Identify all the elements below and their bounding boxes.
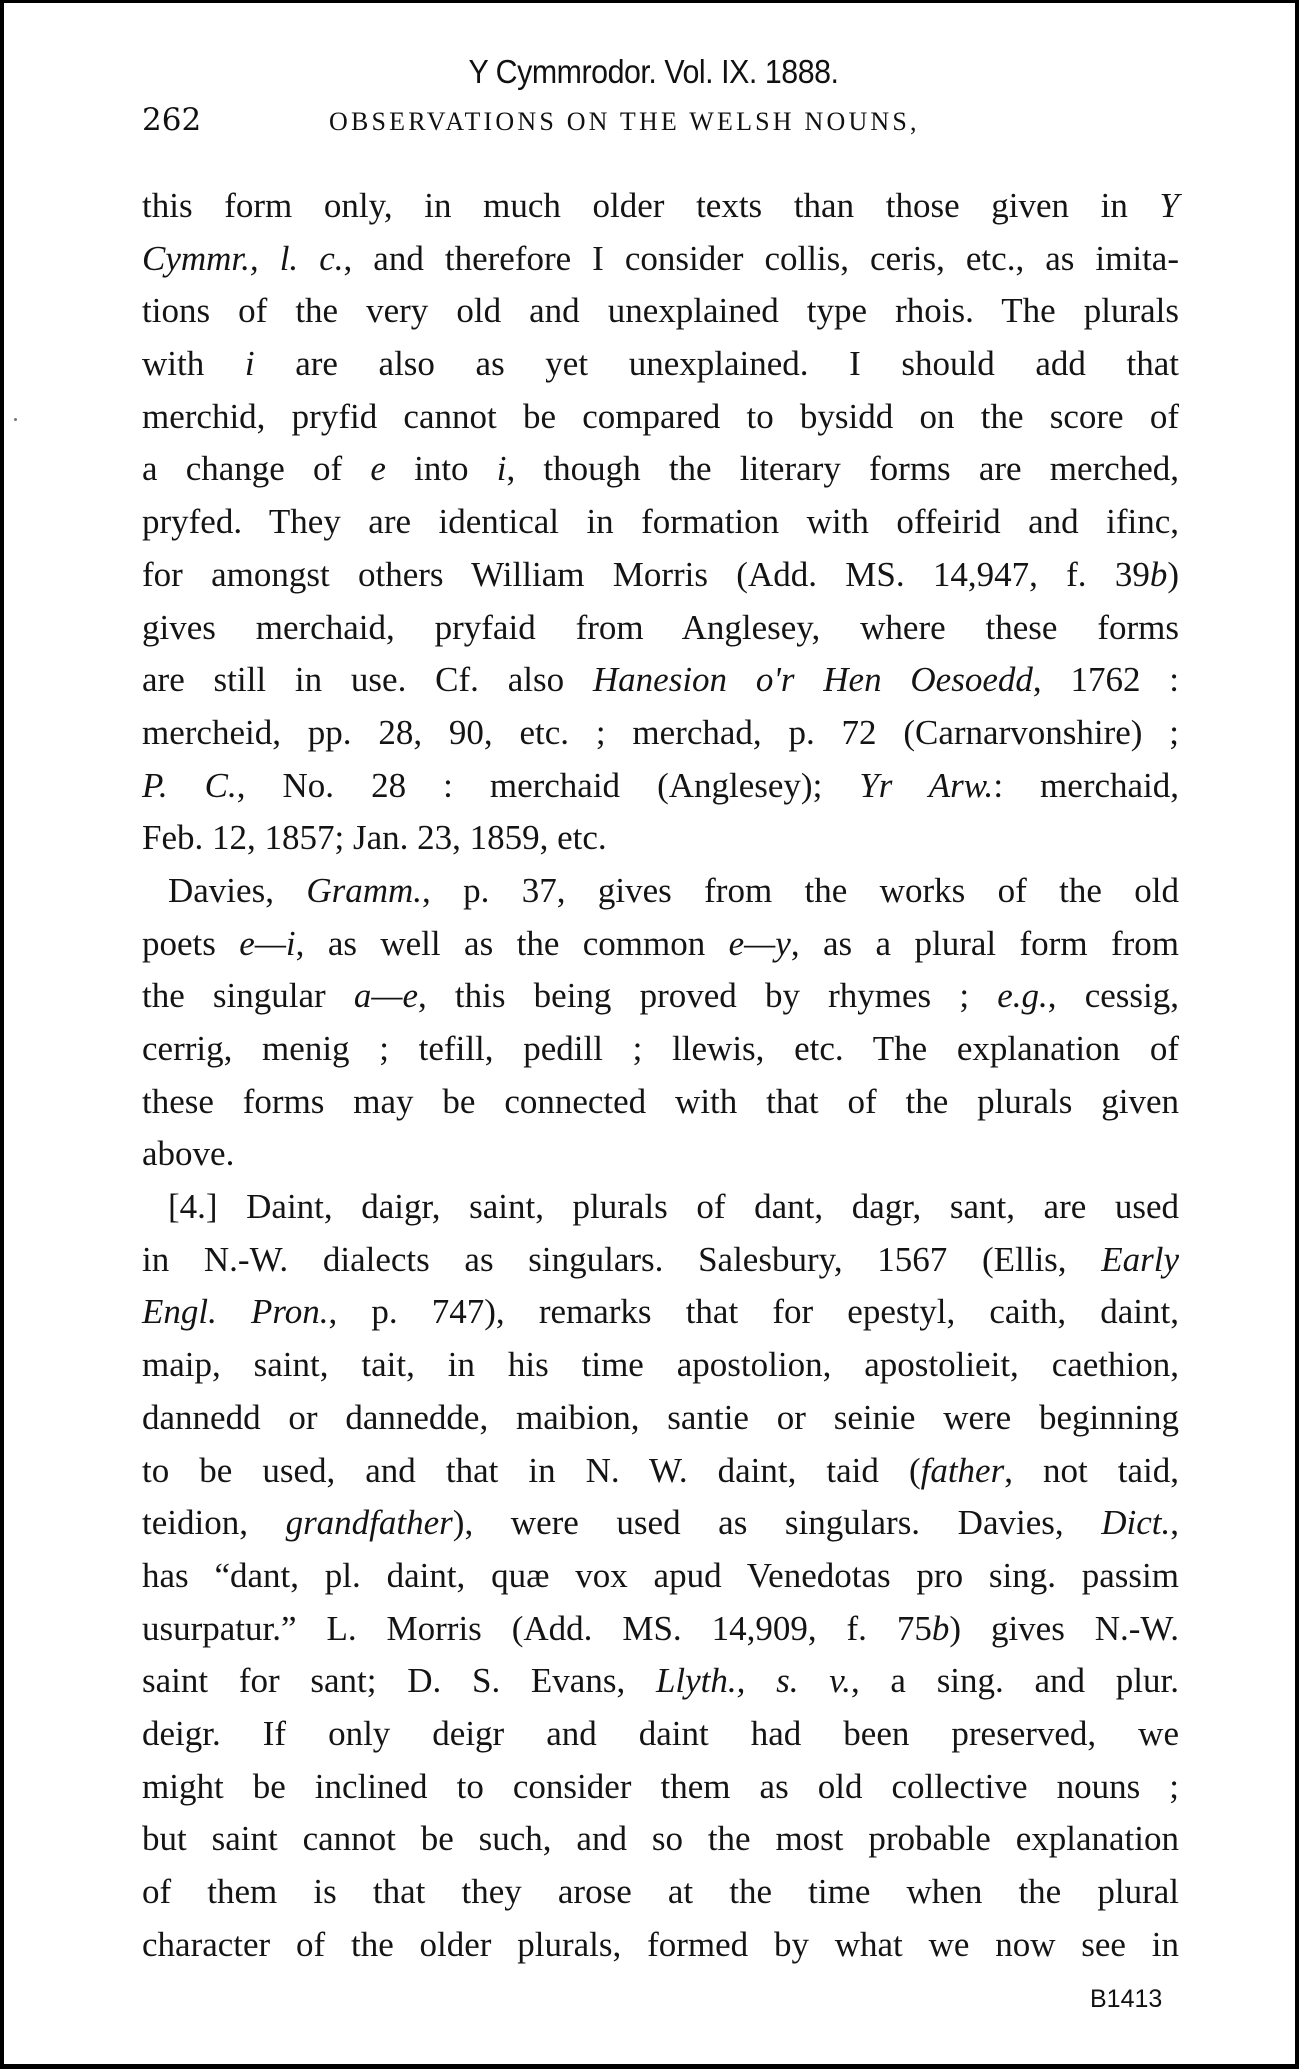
italic-span: P. C. [142,765,237,805]
text-span: gives merchaid, pryfaid from Anglesey, where these forms [142,607,1179,647]
text-span: might be inclined to consider them as old collective nouns ; [142,1766,1179,1806]
text-span: , as well as the common [295,923,729,963]
italic-span: Y [1159,186,1179,225]
text-span: with [142,344,245,384]
text-span: pryfed. They are identical in formation with offeirid and ifinc, [142,502,1179,542]
text-line [142,918,1179,971]
text-line [142,1181,1179,1234]
text-line [142,1550,1179,1603]
text-span: , a sing. and plur. [850,1661,1179,1701]
italic-span: Engl. Pron. [142,1292,329,1332]
italic-span: Hanesion o'r Hen Oesoedd [592,660,1033,700]
text-span: the singular [142,976,354,1016]
text-line [142,1919,1179,1972]
text-line [142,1339,1179,1392]
text-span: to be used, and that in N. W. daint, taid ( [142,1450,921,1490]
text-line [142,496,1179,549]
text-line [142,654,1179,707]
text-span: has “dant, pl. daint, quæ vox apud Venedotas pro sing. passim [142,1555,1179,1595]
text-span: cerrig, menig ; tefill, pedill ; llewis, etc. The explanation of [142,1029,1179,1068]
italic-span: Gramm. [306,870,423,910]
text-span: poets [142,923,240,963]
text-span: saint for sant; D. S. Evans, [142,1661,656,1701]
catalog-code: B1413 [1090,1985,1163,2013]
text-line [142,549,1179,602]
text-line [142,1392,1179,1445]
italic-span: b [931,1608,950,1648]
italic-span: e [370,449,386,489]
scan-speck [14,418,17,421]
text-line [142,1128,1179,1181]
text-line [142,391,1179,444]
text-span: merchid, pryfid cannot be compared to bysidd on the score of [142,396,1179,436]
italic-span: e—y [728,923,791,963]
text-span: , [1170,1503,1179,1543]
text-span: tions of the very old and unexplained type rhois. The plurals [142,291,1179,331]
text-span: this form only, in much older texts than those given in [142,186,1160,225]
text-line [142,970,1179,1023]
text-span: , not taid, [1004,1450,1179,1490]
text-line [142,1497,1179,1550]
text-span: into [385,449,497,489]
text-span: : merchaid, [993,765,1180,805]
italic-span: grandfather [285,1503,453,1543]
italic-span: Cymmr., l. c. [142,238,344,278]
text-line [142,180,1179,233]
text-span: ) [1167,554,1179,594]
text-span: teidion, [142,1503,286,1543]
text-span: above. [142,1134,235,1174]
text-span: but saint cannot be such, and so the most probable explanation [142,1819,1179,1859]
text-line [142,338,1179,391]
text-line [142,1023,1179,1076]
italic-span: Dict. [1101,1503,1171,1543]
text-span: dannedd or dannedde, maibion, santie or seinie were beginning [142,1397,1179,1437]
running-head: OBSERVATIONS ON THE WELSH NOUNS, [329,107,920,136]
italic-span: a—e [353,976,419,1016]
text-span: ) gives N.-W. [949,1608,1179,1648]
page-number: 262 [142,102,202,138]
text-span: [4.] Daint, daigr, saint, plurals of dant, dagr, sant, are used [168,1187,1179,1227]
text-span: mercheid, pp. 28, 90, etc. ; merchad, p. 72 (Carnarvonshire) ; [142,712,1179,752]
text-line [142,602,1179,655]
text-line [142,1813,1179,1866]
text-line [142,1866,1179,1919]
text-span: in N.-W. dialects as singulars. Salesbury, 1567 (Ellis, [142,1239,1102,1279]
text-span: , p. 747), remarks that for epestyl, caith, daint, [328,1292,1180,1332]
text-line [142,812,1179,865]
text-span: these forms may be connected with that of the plurals given [142,1081,1179,1121]
text-line [142,760,1179,813]
text-line [142,1655,1179,1708]
text-span: , this being proved by rhymes ; [418,976,998,1016]
text-span: usurpatur.” L. Morris (Add. MS. 14,909, f. 75 [142,1608,932,1648]
italic-span: i [244,344,255,384]
text-span: , though the literary forms are merched, [506,449,1179,489]
italic-span: father [920,1450,1005,1490]
text-span: deigr. If only deigr and daint had been preserved, we [142,1713,1179,1753]
text-line [142,1761,1179,1814]
text-line [142,707,1179,760]
body-text [142,180,1179,1971]
text-line [142,443,1179,496]
text-line [142,865,1179,918]
italic-span: Yr Arw. [859,765,994,805]
text-span: , 1762 : [1032,660,1179,700]
text-span: , p. 37, gives from the works of the old [422,870,1179,910]
text-span: are still in use. Cf. also [142,660,593,700]
text-line [142,1445,1179,1498]
text-span: a change of [142,449,371,489]
text-span: , cessig, [1047,976,1179,1016]
text-span: for amongst others William Morris (Add. MS. 14,947, f. 39 [142,554,1150,594]
text-span: are also as yet unexplained. I should add that [254,344,1179,384]
italic-span: e—i [239,923,296,963]
text-line [142,1708,1179,1761]
italic-span: Llyth., s. v. [655,1661,851,1701]
italic-span: b [1149,554,1168,594]
italic-span: i [496,449,507,489]
text-span: Davies, [168,870,307,910]
italic-span: Early [1101,1239,1179,1279]
text-span: maip, saint, tait, in his time apostolion, apostolieit, caethion, [142,1345,1179,1385]
italic-span: e.g. [997,976,1048,1016]
text-line [142,1076,1179,1129]
text-line [142,233,1179,286]
text-span: of them is that they arose at the time when the plural [142,1872,1179,1911]
text-line [142,1603,1179,1656]
archive-stamp: Y Cymmrodor. Vol. IX. 1888. [468,53,839,90]
text-span: character of the older plurals, formed by what we now see in [142,1924,1179,1964]
text-span: , and therefore I consider collis, ceris, etc., as imita- [343,238,1179,278]
text-line [142,1286,1179,1339]
text-span: ), were used as singulars. Davies, [452,1503,1102,1543]
text-span: , No. 28 : merchaid (Anglesey); [236,765,860,805]
text-span: Feb. 12, 1857; Jan. 23, 1859, etc. [142,818,607,858]
text-line [142,1234,1179,1287]
text-span: , as a plural form from [790,923,1179,963]
text-line [142,285,1179,338]
